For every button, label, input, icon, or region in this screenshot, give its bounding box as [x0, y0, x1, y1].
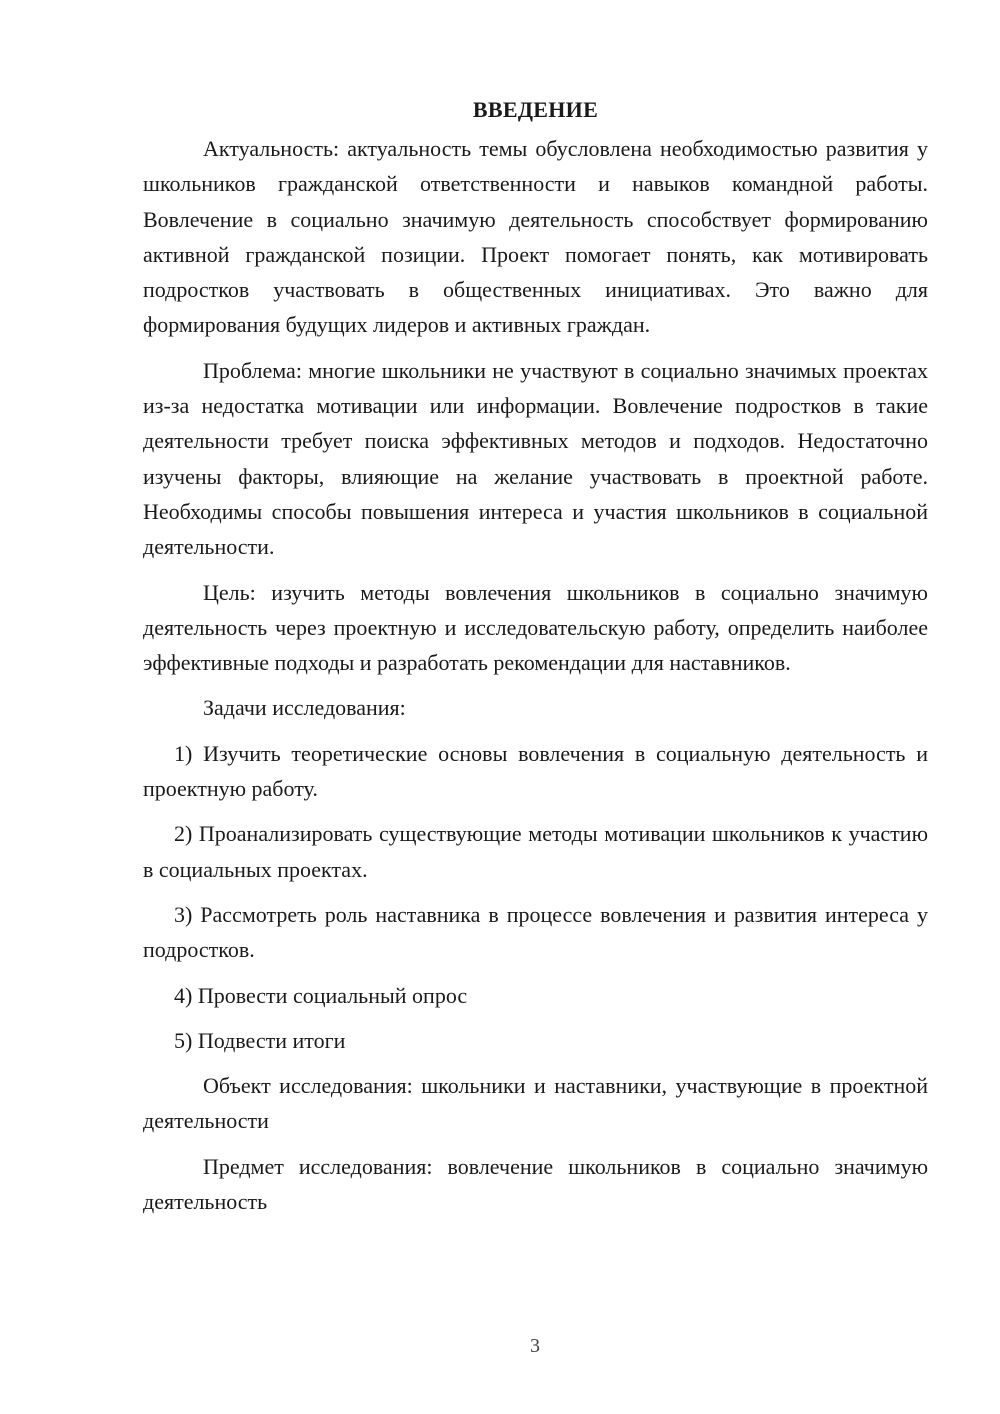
task-item: 3) Рассмотреть роль наставника в процессе вовлечения и развития интереса у подростков. — [143, 901, 928, 963]
task-item: 5) Подвести итоги — [174, 1027, 346, 1053]
task-item: 4) Провести социальный опрос — [174, 982, 468, 1008]
goal-paragraph: Цель: изучить методы вовлечения школьников в социально значимую деятельность через проектную и исследовательскую работу, определить наиболее эффективные подходы и разработать рекомендации для наставников. — [143, 579, 928, 676]
task-item: 1) Изучить теоретические основы вовлечения в социальную деятельность и проектную работу. — [143, 740, 928, 802]
object-paragraph: Объект исследования: школьники и наставники, участвующие в проектной деятельности — [143, 1073, 928, 1134]
subject-paragraph: Предмет исследования: вовлечение школьников в социально значимую деятельность — [143, 1153, 928, 1215]
page-number: 3 — [530, 1335, 540, 1357]
relevance-paragraph: Актуальность: актуальность темы обусловлена необходимостью развития у школьников гражданской ответственности и навыков командной работы. Вовлечение в социально значимую деятельность способствует формированию активной гражданской позиции. Проект помогает понять, как мотивировать подростков участвовать в общественных инициативах. Это важно для формирования будущих лидеров и активных граждан. — [143, 136, 928, 338]
tasks-heading: Задачи исследования: — [203, 695, 406, 721]
problem-paragraph: Проблема: многие школьники не участвуют в социально значимых проектах из-за недостатка мотивации или информации. Вовлечение подростков в такие деятельности требует поиска эффективных методов и подходов. Недостаточно изучены факторы, влияющие на желание участвовать в проектной работе. Необходимы способы повышения интереса и участия школьников в социальной деятельности. — [143, 357, 928, 560]
document-page — [143, 92, 928, 1229]
task-item: 2) Проанализировать существующие методы мотивации школьников к участию в социальных проектах. — [143, 821, 928, 882]
section-heading: ВВЕДЕНИЕ — [472, 97, 599, 122]
